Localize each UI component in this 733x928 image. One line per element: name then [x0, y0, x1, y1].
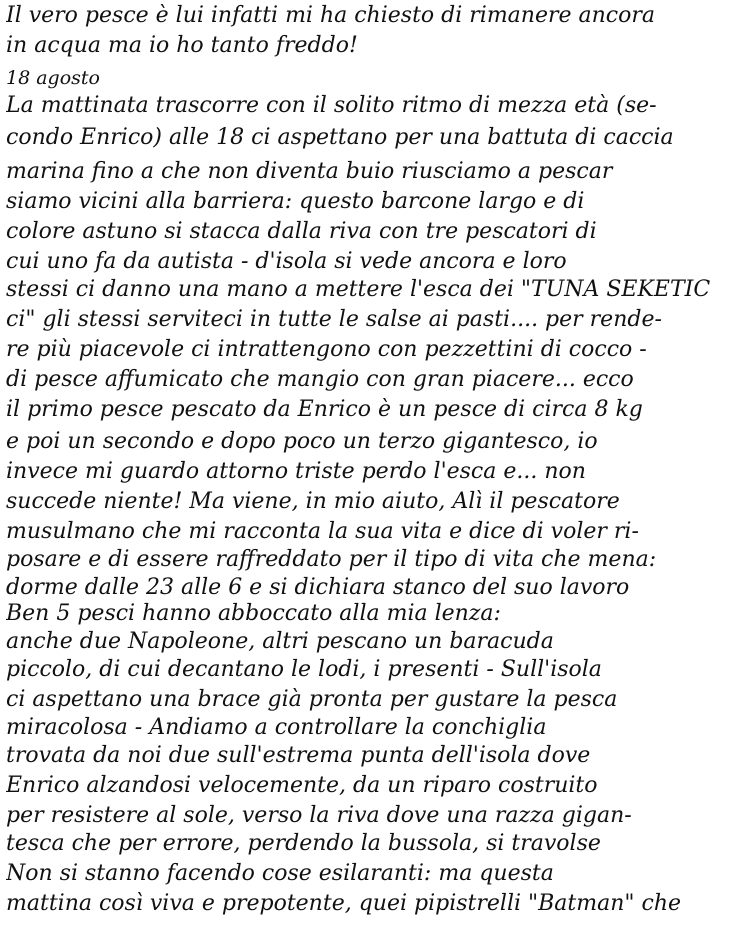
- text-line: cui uno fa da autista - d'isola si vede ancora e loro: [6, 249, 567, 274]
- text-line: marina fino a che non diventa buio riusciamo a pescar: [6, 159, 613, 184]
- text-line: succede niente! Ma viene, in mio aiuto, Alì il pescatore: [6, 489, 620, 514]
- text-line: posare e di essere raffreddato per il tipo di vita che mena:: [6, 547, 657, 572]
- text-line: musulmano che mi racconta la sua vita e dice di voler ri-: [6, 519, 639, 544]
- text-line: Non si stanno facendo cose esilaranti: ma questa: [6, 861, 554, 886]
- text-line: mattina così viva e prepotente, quei pipistrelli "Batman" che: [6, 891, 682, 916]
- text-line: dorme dalle 23 alle 6 e si dichiara stanco del suo lavoro: [6, 575, 630, 600]
- text-line: Il vero pesce è lui infatti mi ha chiesto di rimanere ancora: [6, 3, 655, 28]
- text-line: Ben 5 pesci hanno abboccato alla mia lenza:: [6, 601, 501, 626]
- text-line: per resistere al sole, verso la riva dove una razza gigan-: [6, 803, 632, 828]
- text-line: trovata da noi due sull'estrema punta dell'isola dove: [6, 743, 591, 768]
- text-line: La mattinata trascorre con il solito ritmo di mezza età (se-: [6, 93, 657, 118]
- text-line: miracolosa - Andiamo a controllare la conchiglia: [6, 715, 547, 740]
- text-line: Enrico alzandosi velocemente, da un riparo costruito: [6, 773, 598, 798]
- text-line: in acqua ma io ho tanto freddo!: [6, 33, 358, 58]
- text-line: piccolo, di cui decantano le lodi, i presenti - Sull'isola: [6, 657, 602, 682]
- text-line: ci aspettano una brace già pronta per gustare la pesca: [6, 687, 618, 712]
- text-line: invece mi guardo attorno triste perdo l'esca e... non: [6, 459, 586, 484]
- text-line: il primo pesce pescato da Enrico è un pesce di circa 8 kg: [6, 397, 643, 422]
- date-heading: 18 agosto: [6, 67, 100, 89]
- text-line: re più piacevole ci intrattengono con pezzettini di cocco -: [6, 337, 647, 362]
- text-line: stessi ci danno una mano a mettere l'esca dei "TUNA SEKETIC: [6, 277, 711, 302]
- text-line: siamo vicini alla barriera: questo barcone largo e di: [6, 189, 585, 214]
- text-line: di pesce affumicato che mangio con gran piacere... ecco: [6, 367, 634, 392]
- text-line: e poi un secondo e dopo poco un terzo gigantesco, io: [6, 429, 598, 454]
- text-line: colore astuno si stacca dalla riva con tre pescatori di: [6, 219, 597, 244]
- text-line: ci" gli stessi serviteci in tutte le salse ai pasti.... per rende-: [6, 307, 662, 332]
- text-line: anche due Napoleone, altri pescano un baracuda: [6, 629, 554, 654]
- text-line: condo Enrico) alle 18 ci aspettano per una battuta di caccia: [6, 125, 674, 150]
- text-line: tesca che per errore, perdendo la bussola, si travolse: [6, 831, 601, 856]
